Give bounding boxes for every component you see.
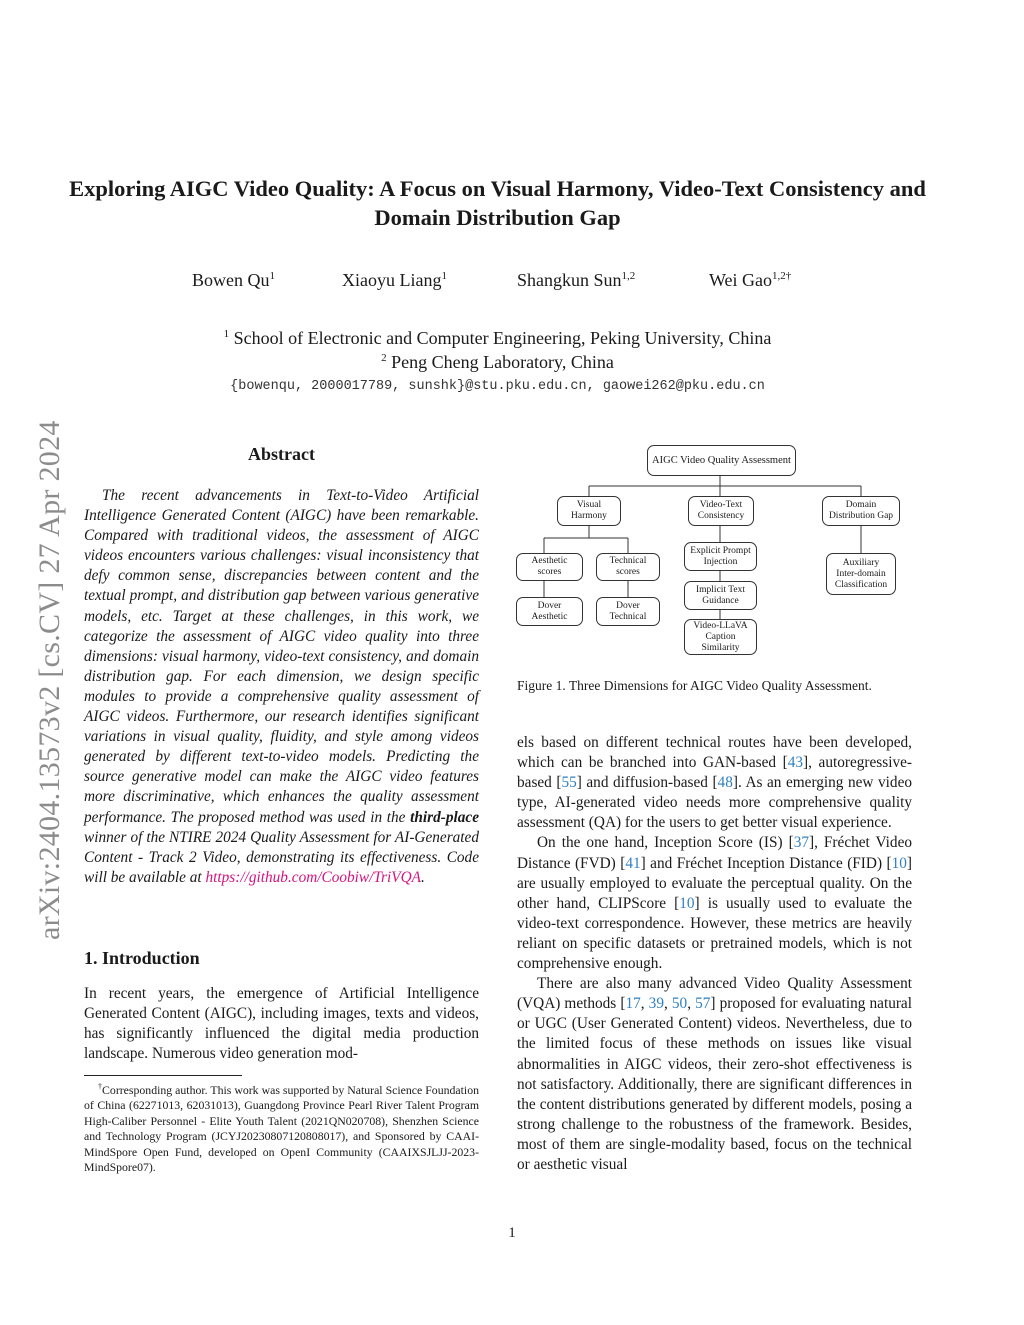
- node-dover-technical: Dover Technical: [596, 597, 660, 626]
- node-auxiliary-classification: Auxiliary Inter-domain Classification: [826, 553, 896, 595]
- abstract-body: The recent advancements in Text-to-Video Artificial Intelligence Generated Content (AIGC) have been remarkable. Compared with traditional videos, the assessment of AIGC videos encounters various challenges: visual inconsistency that defy common sense, discrepancies between content and the textual prompt, and distribution gap between various generative models, etc. Target at these challenges, in this work, we categorize the assessment of AIGC video quality into three dimensions: visual harmony, video-text consistency, and domain distribution gap. For each dimension, we design specific modules to provide a comprehensive quality assessment of AIGC videos. Furthermore, our research identifies significant variations in visual quality, fluidity, and style among videos generated by different text-to-video models. Predicting the source generative model can make the AIGC video features more discriminative, which enhances the quality assessment performance. The proposed method was used in the third-place winner of the NTIRE 2024 Quality Assessment for AI-Generated Content - Track 2 Video, demonstrating its effectiveness. Code will be available at https://github.com/Coobiw/TriVQA.: [84, 487, 479, 886]
- citation-50[interactable]: 50: [671, 995, 688, 1013]
- node-domain-distribution-gap: Domain Distribution Gap: [822, 496, 900, 526]
- intro-paragraph: In recent years, the emergence of Artificial Intelligence Generated Content (AIGC), including images, texts and videos, has significantly influenced the digital media production landscape. Numerous video generation mod-: [84, 985, 479, 1062]
- page-number: 1: [508, 1225, 516, 1241]
- abstract-heading: Abstract: [248, 444, 315, 464]
- author-4: Wei Gao$^{1,2\dagger}$: [709, 270, 792, 290]
- author-emails: {bowenqu, 2000017789, sunshk}@stu.pku.edu.cn, gaowei262@pku.edu.cn: [230, 379, 765, 394]
- intro-heading: 1. Introduction: [84, 948, 200, 968]
- author-2: Xiaoyu Liang$^1$: [342, 270, 447, 290]
- right-paragraph-3: There are also many advanced Video Quality Assessment (VQA) methods [17, 39, 50, 57] proposed for evaluating natural or UGC (User Generated Content) videos. Nevertheless, due to the limited focus of these methods on issues like visual abnormalities in AIGC videos, their zero-shot effectiveness is not satisfactory. Additionally, there are significant differences in the content distributions generated by different models, posing a strong challenge to the robustness of the framework. Besides, most of them are single-modality based, focus on the technical or aesthetic visual: [517, 975, 912, 1173]
- citation-10[interactable]: 10: [679, 894, 695, 912]
- figure-caption: Figure 1. Three Dimensions for AIGC Video Quality Assessment.: [517, 678, 872, 693]
- node-dover-aesthetic: Dover Aesthetic: [516, 597, 583, 626]
- citation-41[interactable]: 41: [625, 854, 641, 872]
- citation-48[interactable]: 48: [717, 774, 733, 792]
- affiliation-1: $^1$ School of Electronic and Computer Engineering, Peking University, China: [223, 328, 772, 348]
- citation-17[interactable]: 17: [625, 995, 641, 1013]
- citation-57[interactable]: 57: [695, 995, 711, 1013]
- node-technical-scores: Technical scores: [596, 553, 660, 581]
- citation-43[interactable]: 43: [787, 754, 804, 772]
- arxiv-stamp: arXiv:2404.13573v2 [cs.CV] 27 Apr 2024: [33, 420, 66, 940]
- third-place-emphasis: third-place: [410, 808, 479, 826]
- right-paragraph-1: els based on different technical routes have been developed, which can be branched into GAN-based [43], autoregressive-based [55] and diffusion-based [48]. As an emerging new video type, AI-generated video needs more comprehensive quality assessment (QA) for the users to get better visual experience.: [517, 734, 913, 832]
- citation-37[interactable]: 37: [793, 834, 809, 852]
- code-link[interactable]: https://github.com/Coobiw/TriVQA: [205, 868, 421, 886]
- node-explicit-prompt-injection: Explicit Prompt Injection: [684, 542, 757, 571]
- footnote-rule: [84, 1075, 242, 1076]
- node-visual-harmony: Visual Harmony: [557, 496, 621, 526]
- citation-39[interactable]: 39: [648, 995, 664, 1013]
- right-paragraph-2: On the one hand, Inception Score (IS) [37], Fréchet Video Distance (FVD) [41] and Fréchet Inception Distance (FID) [10] are usually employed to evaluate the perceptual quality. On the other hand, CLIPScore [10] is usually used to evaluate the video-text correspondence. However, these metrics are heavily reliant on specific datasets or pretrained models, which is not comprehensive enough.: [517, 834, 913, 973]
- node-aesthetic-scores: Aesthetic scores: [516, 553, 583, 581]
- node-implicit-text-guidance: Implicit Text Guidance: [684, 581, 757, 610]
- right-column: [517, 733, 912, 1175]
- author-1: Bowen Qu$^1$: [192, 270, 275, 290]
- footnote: †Corresponding author. This work was supported by Natural Science Foundation of China (62271013, 62031013), Guangdong Province Pearl River Talent Program High-Caliber Personnel - Elite Youth Talent (2021QN020708), Shenzhen Science and Technology Program (JCYJ20230807120808017), and Sponsored by CAAI-MindSpore Open Fund, developed on OpenI Community (CAAIXSJLJJ-2023-MindSpore07).: [84, 1082, 479, 1174]
- paper-title: Exploring AIGC Video Quality: A Focus on Visual Harmony, Video-Text Consistency and Domain Distribution Gap: [69, 176, 926, 230]
- citation-10[interactable]: 10: [891, 854, 907, 872]
- figure-1-diagram: [512, 440, 932, 665]
- node-video-llava-caption-similarity: Video-LLaVA Caption Similarity: [684, 619, 757, 655]
- citation-55[interactable]: 55: [561, 774, 577, 792]
- node-video-text-consistency: Video-Text Consistency: [688, 496, 754, 526]
- author-3: Shangkun Sun$^{1,2}$: [517, 270, 636, 290]
- affiliation-2: $^2$ Peng Cheng Laboratory, China: [381, 352, 614, 372]
- node-root: AIGC Video Quality Assessment: [647, 445, 796, 476]
